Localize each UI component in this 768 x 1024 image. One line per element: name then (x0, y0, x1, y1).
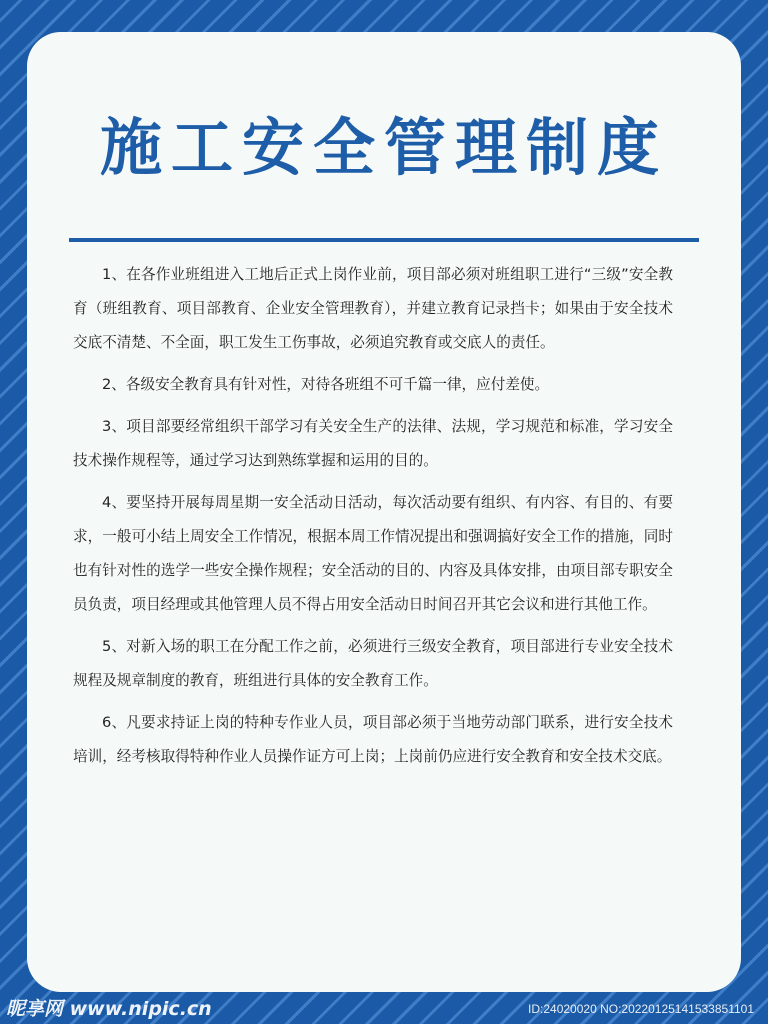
paragraph-1: 1、在各作业班组进入工地后正式上岗作业前，项目部必须对班组职工进行“三级”安全教育（班组教育、项目部教育、企业安全管理教育），并建立教育记录挡卡；如果由于安全技术交底不清楚、不全面，职工发生工伤事故，必须追究教育或交底人的责任。 (73, 266, 673, 351)
title-divider (69, 238, 699, 242)
watermark-id: ID:24020020 NO:20220125141533851101 (528, 1002, 754, 1016)
paragraph-3: 3、项目部要经常组织干部学习有关安全生产的法律、法规，学习规范和标准，学习安全技术操作规程等，通过学习达到熟练掌握和运用的目的。 (73, 418, 673, 469)
paragraph-4: 4、要坚持开展每周星期一安全活动日活动，每次活动要有组织、有内容、有目的、有要求，一般可小结上周安全工作情况，根据本周工作情况提出和强调搞好安全工作的措施，同时也有针对性的选学一些安全操作规程；安全活动的目的、内容及具体安排，由项目部专职安全员负责，项目经理或其他管理人员不得占用安全活动日时间召开其它会议和进行其他工作。 (73, 494, 673, 613)
document-title: 施工安全管理制度 (99, 111, 668, 184)
watermark-logo: 昵享网 www.nipic.cn (6, 998, 212, 1020)
paragraph-5: 5、对新入场的职工在分配工作之前，必须进行三级安全教育，项目部进行专业安全技术规程及规章制度的教育，班组进行具体的安全教育工作。 (73, 638, 673, 689)
paragraph-2: 2、各级安全教育具有针对性，对待各班组不可千篇一律，应付差使。 (102, 376, 550, 393)
paragraph-6: 6、凡要求持证上岗的特种专作业人员，项目部必须于当地劳动部门联系，进行安全技术培训，经考核取得特种作业人员操作证方可上岗；上岗前仍应进行安全教育和安全技术交底。 (73, 714, 673, 765)
document-body (73, 258, 673, 782)
